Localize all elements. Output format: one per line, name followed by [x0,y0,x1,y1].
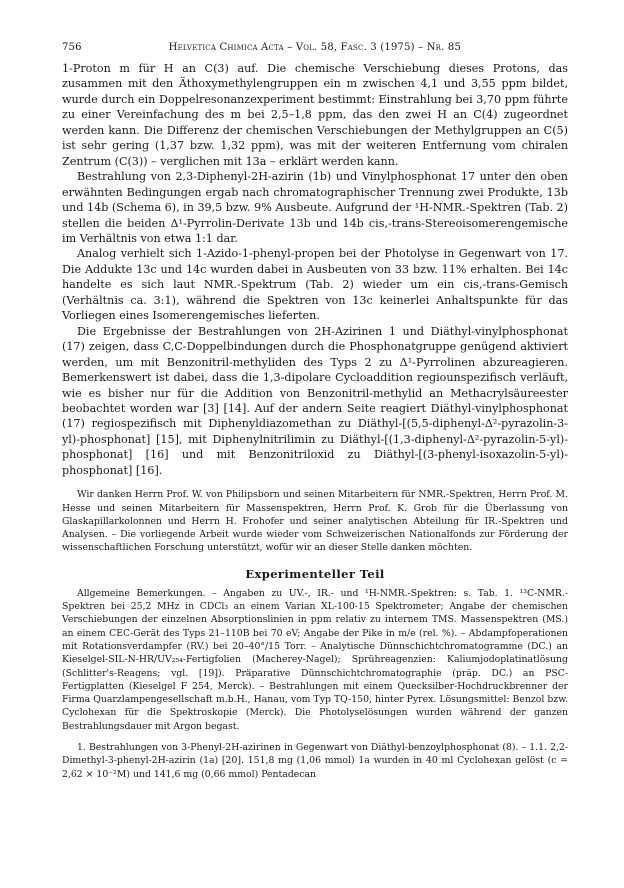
paragraph: Allgemeine Bemerkungen. – Angaben zu UV.-, IR.- und ¹H-NMR.-Spektren: s. Tab. 1. ¹³C-NMR.-Spektren bei 25,2 MHz in CDCl₃ an einem Varian XL-100-15 Spektrometer; Angabe der chemischen Verschiebungen der einzelnen Absorptionslinien in ppm relativ zu internem TMS. Massenspektren (MS.) an einem CEC-Gerät des Typs 21–110B bei 70 eV; Angabe der Pike in m/e (rel. %). – Abdampfoperationen mit Rotationsverdampfer (RV.) bei 20–40°/15 Torr. – Analytische Dünnschichtchromatogramme (DC.) an Kieselgel-SIL-N-HR/UV₂₅₄-Fertigfolien (Macherey-Nagel); Sprühreagenzien: Kaliumjodoplatinatlösung (Schlitter's-Reagens; vgl. [19]). Präparative Dünnschichtchromatographie (präp. DC.) an PSC-Fertigplatten (Kieselgel F 254, Merck). – Bestrahlungen mit einem Quecksilber-Hochdruckbrenner der Firma Quarzlampengesellschaft m.b.H., Hanau, vom Typ TQ-150, hinter Pyrex. Lösungsmittel: Benzol bzw. Cyclohexan für die Spektroskopie (Merck). Die Photolyselösungen wurden während der ganzen Bestrahlungsdauer mit Argon begast. [62,587,568,732]
paragraph: Bestrahlung von 2,3-Diphenyl-2H-azirin (1b) und Vinylphosphonat 17 unter den oben erwähnten Bedingungen ergab nach chromatographischer Trennung zwei Produkte, 13b und 14b (Schema 6), in 39,5 bzw. 9% Ausbeute. Aufgrund der ¹H-NMR.-Spektren (Tab. 2) stellen die beiden Δ¹-Pyrrolin-Derivate 13b und 14b cis,-trans-Stereoisomerengemische im Verhältnis von etwa 1:1 dar. [62,170,568,245]
paragraph: Die Ergebnisse der Bestrahlungen von 2H-Azirinen 1 und Diäthyl-vinylphosphonat (17) zeigen, dass C,C-Doppelbindungen durch die Phosphonatgruppe genügend aktiviert werden, um mit Benzonitril-methyliden des Typs 2 zu Δ¹-Pyrrolinen abzureagieren. Bemerkenswert ist dabei, dass die 1,3-dipolare Cycloaddition regiounspezifisch verläuft, wie es bisher nur für die Addition von Benzonitril-methylid an Methacrylsäureester beobachtet worden war [3] [14]. Auf der andern Seite reagiert Diäthyl-vinylphosphonat (17) regiospezifisch mit Diphenyldiazomethan zu Diäthyl-[(5,5-diphenyl-Δ²-pyrazolin-3-yl)-phosphonat] [15], mit Diphenylnitrilimin zu Diäthyl-[(1,3-diphenyl-Δ²-pyrazolin-5-yl)-phosphonat] [16] und mit Benzonitriloxid zu Diäthyl-[(3-phenyl-isoxazolin-5-yl)-phosphonat] [16]. [62,324,568,477]
page-number: 756 [62,42,82,53]
paragraph: Analog verhielt sich 1-Azido-1-phenyl-propen bei der Photolyse in Gegenwart von 17. Die Addukte 13c und 14c wurden dabei in Ausbeuten von 33 bzw. 11% erhalten. Bei 14c handelte es sich laut NMR.-Spektrum (Tab. 2) wieder um ein cis,-trans-Gemisch (Verhältnis ca. 3:1), während die Spektren von 13c keinerlei Anhaltspunkte für das Vorliegen eines Isomerengemisches lieferten. [62,247,568,323]
paragraph: 1. Bestrahlungen von 3-Phenyl-2H-azirinen in Gegenwart von Diäthyl-benzoylphosphonat (8). – 1.1. 2,2-Dimethyl-3-phenyl-2H-azirin (1a) [20]. 151,8 mg (1,06 mmol) 1a wurden in 40 ml Cyclohexan gelöst (c = 2,62 × 10⁻²M) und 141,6 mg (0,66 mmol) Pentadecan [62,741,568,780]
main-text [62,61,568,478]
journal-page [62,42,568,781]
acknowledgement: Wir danken Herrn Prof. W. von Philipsborn und seinen Mitarbeitern für NMR.-Spektren, Herrn Prof. M. Hesse und seinen Mitarbeitern für Massenspektren, Herrn Prof. K. Grob für die Überlassung von Glaskapillarkolonnen und Herrn H. Frohofer und seiner analytischen Abteilung für IR.-Spektren und Analysen. – Die vorliegende Arbeit wurde wieder vom Schweizerischen Nationalfonds zur Förderung der wissenschaftlichen Forschung unterstützt, wofür wir an dieser Stelle danken möchten. [62,489,568,554]
experimental-subsection [62,741,568,781]
running-header [62,42,568,53]
running-title: Helvetica Chimica Acta – Vol. 58, Fasc. 3 (1975) – Nr. 85 [168,42,462,53]
section-title: Experimenteller Teil [245,566,385,581]
paragraph: 1-Proton m für H an C(3) auf. Die chemische Verschiebung dieses Protons, das zusammen mit den Äthoxymethylengruppen ein m zwischen 4,1 und 3,55 ppm bildet, wurde durch ein Doppelresonanzexperiment bestimmt: Einstrahlung bei 3,70 ppm führte zu einer Vereinfachung des m bei 2,5–1,8 ppm, das den zwei H an C(4) zugeordnet werden kann. Die Differenz der chemischen Verschiebungen der Methylgruppen an C(5) ist sehr gering (1,37 bzw. 1,32 ppm), was mit der weiteren Entfernung vom chiralen Zentrum (C(3)) – verglichen mit 13a – erklärt werden kann. [62,62,568,168]
general-remarks [62,587,568,733]
